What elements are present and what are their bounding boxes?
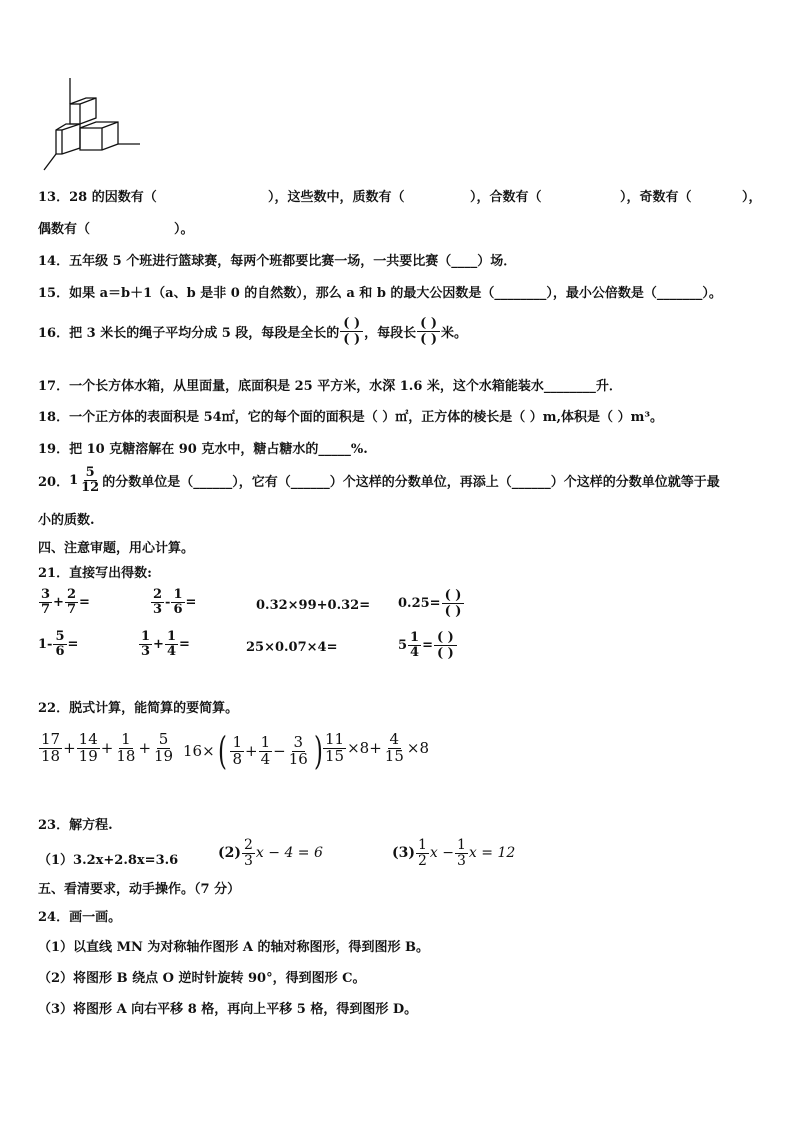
blank-denominator: ( )	[437, 646, 454, 661]
operator: +	[100, 739, 114, 758]
q21-expr-4	[398, 588, 465, 619]
operator: +	[153, 636, 164, 652]
lhs: 1-	[38, 636, 53, 652]
q13-text-4: ），奇数有（	[620, 190, 692, 205]
q16-blank-fraction-1	[340, 316, 363, 347]
blank-numerator: ( )	[434, 630, 457, 646]
numerator: 1	[260, 732, 271, 751]
mid: x −	[429, 845, 454, 862]
blank-numerator: ( )	[340, 316, 363, 332]
denominator: 15	[325, 746, 345, 765]
cube-figure	[38, 74, 148, 174]
denominator: 16	[288, 749, 308, 768]
denominator: 8	[232, 749, 243, 768]
q13-line1	[38, 186, 157, 205]
blank-numerator: ( )	[417, 316, 440, 332]
lead: (2)	[218, 845, 241, 862]
q17-text: 17．一个长方体水箱，从里面量，底面积是 25 平方米，水深 1.6 米，这个水箱能装水________升．	[38, 379, 622, 394]
blank-denominator: ( )	[444, 604, 462, 619]
denominator: 7	[66, 601, 76, 617]
denominator: 15	[384, 746, 404, 765]
section-4-heading: 四、注意审题，用心计算。	[38, 541, 195, 556]
q20-line1	[38, 466, 720, 494]
denominator: 6	[173, 601, 183, 617]
numerator: 1	[166, 629, 176, 644]
lhs: 0.25=	[398, 596, 441, 611]
denominator: 6	[55, 643, 65, 659]
operator: −	[273, 742, 286, 760]
q23-eq-3	[392, 838, 515, 868]
denominator: 4	[166, 643, 176, 659]
operator: -	[165, 594, 171, 610]
q16-text-a: 16．把 3 米长的绳子平均分成 5 段，每段是全长的	[38, 326, 340, 341]
q21-title: 21．直接写出得数:	[38, 566, 152, 581]
lead: (3)	[392, 845, 415, 862]
q22-expr-3	[322, 732, 429, 765]
rest: x − 4 = 6	[255, 845, 323, 862]
left-paren: (	[217, 729, 227, 773]
denominator: 3	[141, 643, 151, 659]
q21-expr-8	[398, 630, 458, 661]
numerator: 2	[153, 587, 163, 602]
whole: 5	[398, 638, 408, 653]
q24-title: 24．画一画。	[38, 910, 122, 925]
numerator: 11	[325, 730, 345, 748]
q13-number: 13．	[38, 190, 70, 205]
equals: =	[422, 638, 433, 653]
q21-expr-7: 25×0.07×4=	[246, 640, 338, 655]
numerator: 2	[66, 587, 76, 602]
q24-step-2: （2）将图形 B 绕点 O 逆时针旋转 90°，得到图形 C。	[38, 971, 366, 986]
numerator: 1	[121, 730, 131, 748]
numerator: 1	[410, 630, 420, 646]
q13-text-7: ）。	[174, 222, 194, 237]
numerator: 1	[418, 837, 427, 853]
denominator: 18	[116, 746, 136, 765]
operator: +	[63, 739, 76, 758]
numerator: 5	[158, 730, 169, 748]
q21-expr-3: 0.32×99+0.32=	[256, 598, 371, 613]
q13-text-5: ），	[742, 190, 762, 205]
operator: +	[245, 742, 258, 760]
q20-whole: 1	[69, 472, 79, 488]
q20-fraction	[79, 466, 101, 494]
q13-text-3: ），合数有（	[470, 190, 542, 205]
lead: 16×	[183, 742, 215, 760]
q13-text-6: 偶数有（	[38, 222, 91, 237]
numerator: 3	[293, 732, 304, 751]
q13-text-1: 28 的因数有（	[69, 190, 157, 205]
denominator: 12	[81, 479, 100, 495]
rest: x = 12	[468, 845, 516, 862]
q23-eq-2	[218, 838, 323, 868]
numerator: 1	[457, 837, 466, 853]
operator: +	[53, 594, 64, 610]
q20-number: 20．	[38, 474, 70, 490]
q20-text-b: 小的质数.	[38, 513, 95, 528]
numerator: 3	[41, 587, 51, 602]
q13-text-2: ），这些数中，质数有（	[268, 190, 405, 205]
operator: ×8+	[347, 739, 382, 758]
numerator: 5	[55, 629, 65, 644]
q16-text-c: 米。	[440, 326, 467, 341]
denominator: 18	[41, 746, 61, 765]
numerator: 4	[389, 730, 400, 748]
section-5-heading: 五、看清要求，动手操作。（7 分）	[38, 882, 241, 897]
q16-line	[38, 316, 467, 347]
q22-expr-1	[38, 732, 176, 765]
denominator: 4	[260, 749, 271, 768]
q23-eq-1: （1）3.2x+2.8x=3.6	[38, 853, 179, 868]
q23-title: 23．解方程.	[38, 818, 113, 833]
equals: =	[79, 594, 90, 610]
q15-text: 15．如果 a＝b＋1（a、b 是非 0 的自然数），那么 a 和 b 的最大公因数是（________），最小公倍数是（_______）。	[38, 286, 722, 301]
denominator: 19	[78, 746, 98, 765]
denominator: 3	[244, 852, 253, 869]
denominator: 3	[457, 852, 466, 869]
q24-step-1: （1）以直线 MN 为对称轴作图形 A 的轴对称图形，得到图形 B。	[38, 940, 430, 955]
numerator: 17	[41, 730, 61, 748]
q21-expr-1	[38, 588, 90, 616]
equals: =	[185, 594, 197, 610]
q21-expr-5	[38, 630, 78, 658]
denominator: 3	[153, 601, 163, 617]
numerator: 14	[78, 730, 98, 748]
blank-denominator: ( )	[343, 332, 361, 347]
operator: ×8	[406, 739, 429, 758]
blank-denominator: ( )	[420, 332, 437, 347]
q24-step-3: （3）将图形 A 向右平移 8 格，再向上平移 5 格，得到图形 D。	[38, 1002, 418, 1017]
q22-expr-2	[183, 729, 326, 773]
q16-text-b: ，每段长	[364, 326, 417, 341]
q16-blank-fraction-2	[417, 316, 440, 347]
numerator: 1	[173, 587, 183, 602]
numerator: 1	[141, 629, 151, 644]
denominator: 19	[154, 746, 174, 765]
q21-expr-6	[138, 630, 190, 658]
equals: =	[179, 636, 190, 652]
blank-numerator: ( )	[442, 588, 465, 604]
q18-text: 18．一个正方体的表面积是 54㎡，它的每个面的面积是（ ）㎡，正方体的棱长是（ ）m,体积是（ ）m³。	[38, 410, 664, 425]
numerator: 5	[85, 465, 95, 480]
denominator: 7	[41, 601, 51, 617]
denominator: 2	[418, 852, 427, 869]
numerator: 1	[232, 732, 243, 751]
q21-expr-2	[150, 588, 196, 616]
q19-text: 19．把 10 克糖溶解在 90 克水中，糖占糖水的_____%.	[38, 442, 368, 457]
operator: +	[138, 739, 152, 758]
numerator: 2	[244, 837, 253, 853]
q20-text-a: 的分数单位是（______），它有（______）个这样的分数单位，再添上（______）个这样的分数单位就等于最	[102, 474, 720, 490]
q22-title: 22．脱式计算，能简算的要简算。	[38, 701, 239, 716]
q14-text: 14．五年级 5 个班进行篮球赛，每两个班都要比赛一场，一共要比赛（____）场．	[38, 254, 517, 269]
equals: =	[67, 636, 79, 652]
right-paren: )	[313, 729, 323, 773]
denominator: 4	[410, 645, 420, 660]
